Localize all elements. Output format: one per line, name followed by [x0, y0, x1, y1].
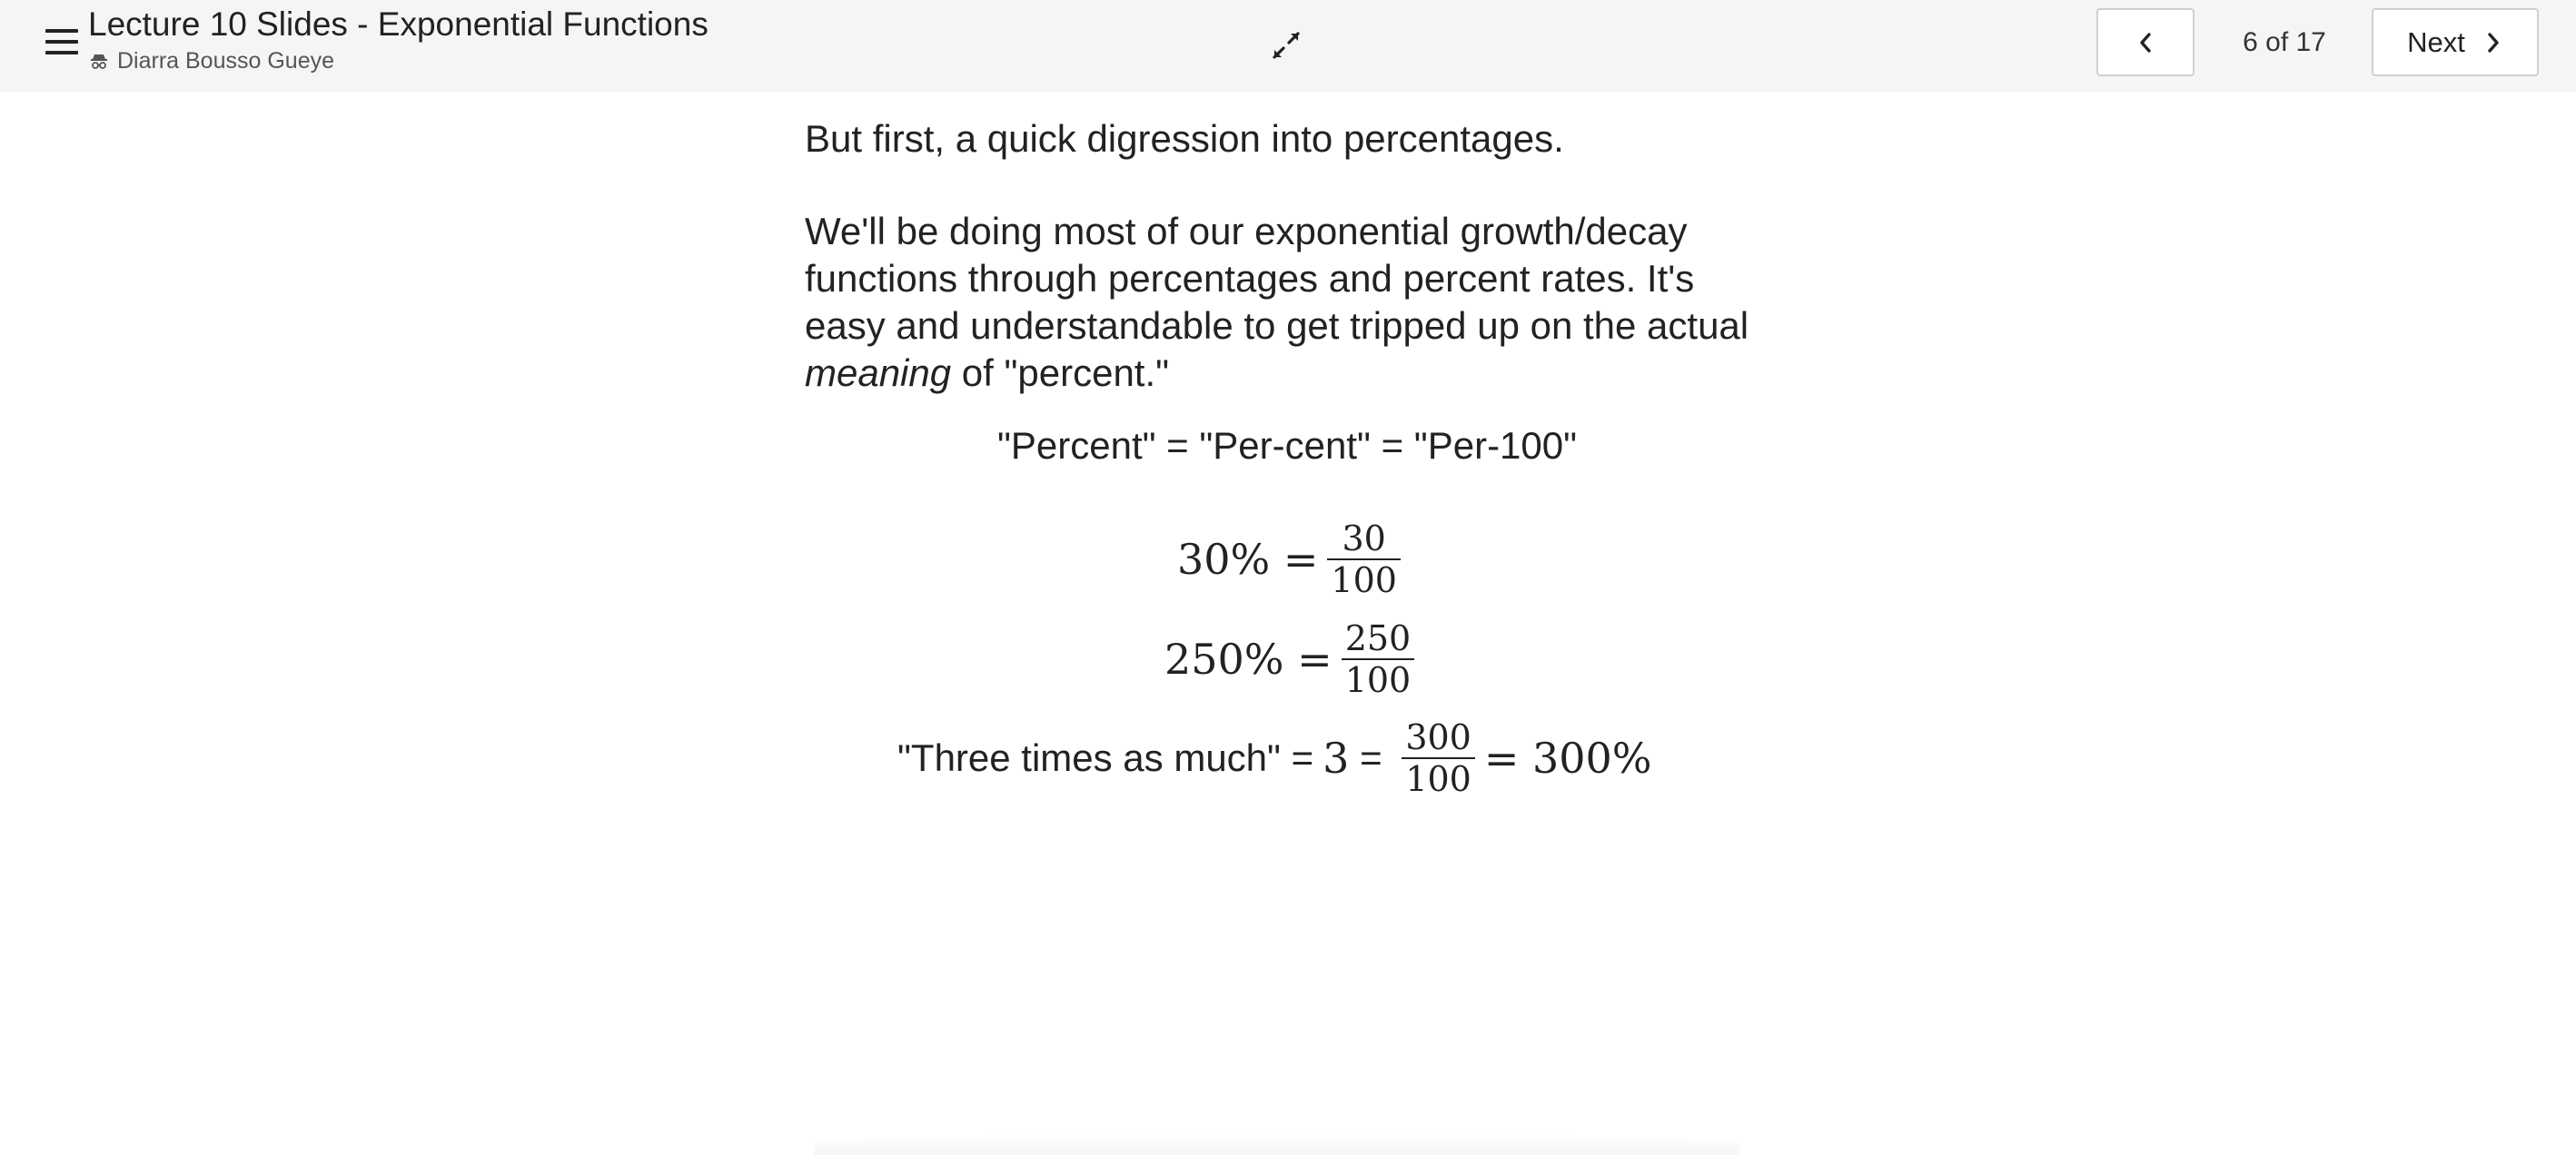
paragraph-text: We'll be doing most of our exponential growth/decay functions through percentages and percent rates. It's easy and understandable to get tripped up on the actual [805, 210, 1749, 347]
paragraph-text-end: of "percent." [951, 351, 1170, 394]
fraction-denominator: 100 [1402, 757, 1475, 799]
fraction [1402, 717, 1475, 799]
fraction-numerator: 300 [1405, 717, 1471, 757]
incognito-user-icon [90, 52, 108, 70]
author-name: Diarra Bousso Gueye [117, 47, 335, 74]
expand-arrows-icon[interactable] [1264, 24, 1308, 67]
three-times-label: "Three times as much" = [897, 736, 1314, 779]
three-times-value: 3 [1323, 734, 1350, 783]
author-line [90, 47, 334, 74]
previous-slide-button[interactable] [2096, 8, 2195, 76]
top-bar [0, 0, 2576, 92]
equation-three-times [897, 717, 1652, 799]
fraction [1342, 618, 1415, 700]
fraction-numerator: 30 [1342, 518, 1386, 558]
next-slide-button[interactable] [2372, 8, 2539, 76]
paragraph-emphasis: meaning [805, 351, 952, 394]
equation-250-percent [1164, 618, 1423, 700]
fraction-denominator: 100 [1327, 558, 1401, 600]
equation-lhs: 30% = [1177, 535, 1319, 584]
equation-30-percent [1177, 518, 1410, 600]
equation-lhs: 250% = [1164, 635, 1333, 684]
presentation-title: Lecture 10 Slides - Exponential Functions [88, 5, 708, 43]
slide-heading: But first, a quick digression into percentages. [805, 117, 1564, 160]
chevron-right-icon [2483, 30, 2503, 55]
hamburger-menu-icon[interactable] [42, 24, 82, 60]
slide-bottom-shadow [814, 1133, 1740, 1155]
chevron-left-icon [2135, 30, 2155, 55]
slide-paragraph [805, 208, 1749, 397]
fraction-denominator: 100 [1342, 658, 1415, 700]
three-times-result: = 300% [1483, 734, 1652, 783]
fraction-numerator: 250 [1344, 618, 1412, 658]
equals-sign: = [1349, 736, 1393, 779]
percent-definition: "Percent" = "Per-cent" = "Per-100" [996, 424, 1578, 467]
next-label: Next [2407, 25, 2465, 58]
fraction [1327, 518, 1401, 600]
page-indicator: 6 of 17 [2243, 27, 2326, 57]
slide-content [805, 92, 1795, 1155]
